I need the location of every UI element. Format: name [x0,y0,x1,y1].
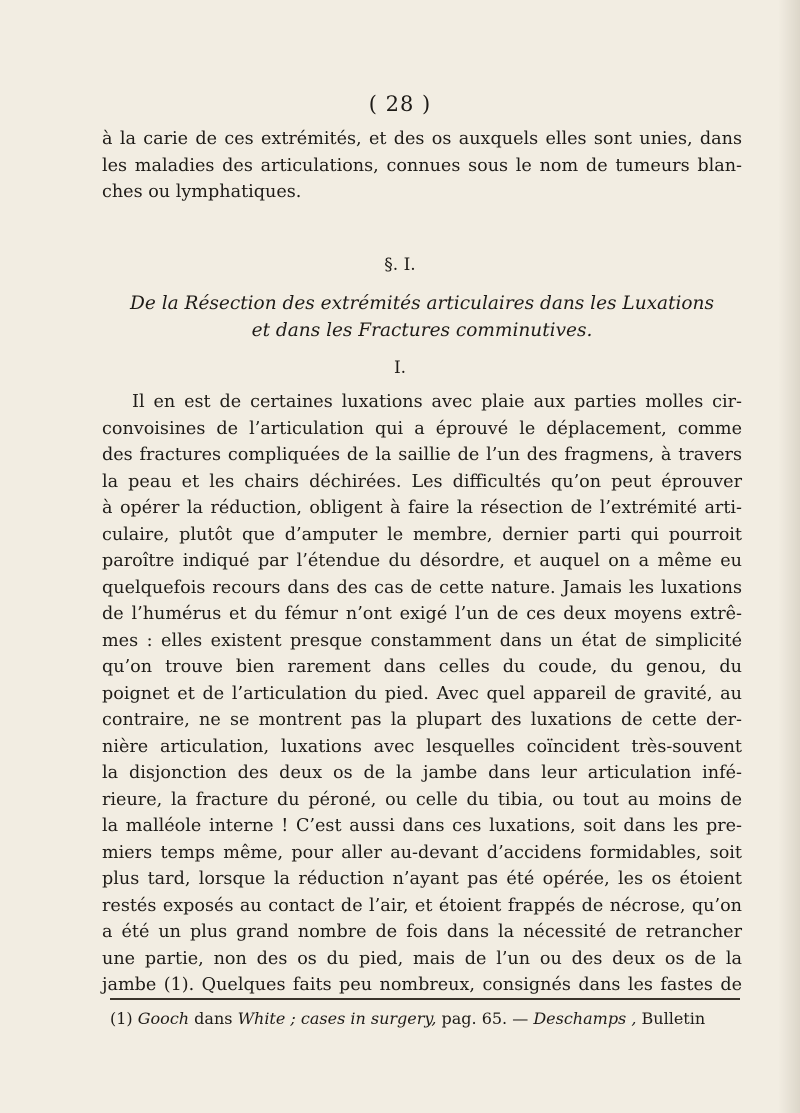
text-line: la peau et les chairs déchirées. Les difficultés qu’on peut éprouver [102,471,742,492]
text-line: paroître indiqué par l’étendue du désordre, et auquel on a même eu [102,551,742,571]
section-title [102,290,742,344]
footnote-text: dans [194,1009,233,1028]
footnote-marker: (1) [110,1009,133,1028]
text-line: de l’humérus et du fémur n’ont exigé l’un de ces deux moyens extrê- [102,604,742,624]
section-title-line: et dans les Fractures comminutives. [251,320,593,341]
footnote-text: Bulletin [641,1009,706,1028]
text-line: plus tard, lorsque la réduction n’ayant pas été opérée, les os étoient [102,869,742,889]
text-line: à opérer la réduction, obligent à faire la résection de l’extrémité arti- [102,498,742,518]
footnote-page: pag. 65. — [441,1009,529,1028]
section-title-line: De la Résection des extrémités articulaires dans les Luxations [130,293,714,314]
page-edge-shadow [778,0,800,1113]
text-line: miers temps même, pour aller au-devant d’accidens formidables, soit [102,842,742,863]
text-line: une partie, non des os du pied, mais de l’un ou des deux os de la [102,948,742,969]
text-line: mes : elles existent presque constamment dans un état de simplicité [102,630,742,651]
text-line: restés exposés au contact de l’air, et étoient frappés de nécrose, qu’on [102,895,742,916]
section-mark: §. I. [384,255,416,275]
text-line: nière articulation, luxations avec lesquelles coïncident très-souvent [102,736,742,757]
footnote [110,1008,750,1030]
text-line: quelquefois recours dans des cas de cette nature. Jamais les luxations [102,577,742,598]
text-line: les maladies des articulations, connues sous le nom de tumeurs blan- [102,155,742,176]
text-line: Il en est de certaines luxations avec plaie aux parties molles cir- [132,392,742,412]
text-line: poignet et de l’articulation du pied. Avec quel appareil de gravité, au [102,683,742,704]
text-line: rieure, la fracture du péroné, ou celle du tibia, ou tout au moins de [102,789,742,810]
text-line: des fractures compliquées de la saillie de l’un des fragmens, à travers [102,445,742,465]
text-line: la malléole interne ! C’est aussi dans ces luxations, soit dans les pre- [102,816,742,836]
text-line: jambe (1). Quelques faits peu nombreux, consignés dans les fastes de [102,975,742,995]
text-line: culaire, plutôt que d’amputer le membre, dernier parti qui pourroit [102,524,742,545]
text-line: a été un plus grand nombre de fois dans la nécessité de retrancher [102,922,742,942]
text-line: convoisines de l’articulation qui a éprouvé le déplacement, comme [102,418,742,439]
subsection-numeral: I. [393,358,407,378]
text-line: à la carie de ces extrémités, et des os auxquels elles sont unies, dans [102,129,742,149]
text-line: ches ou lymphatiques. [102,182,302,202]
footnote-author: Gooch [137,1009,190,1028]
page-number-header: ( 28 ) [368,92,432,116]
text-line: la disjonction des deux os de la jambe dans leur articulation infé- [102,763,742,783]
footnote-rule [110,998,740,1000]
intro-paragraph [102,126,742,206]
body-paragraph [102,389,742,999]
footnote-work-title: White ; cases in surgery, [237,1009,437,1028]
text-line: contraire, ne se montrent pas la plupart des luxations de cette der- [102,710,742,730]
text-line: qu’on trouve bien rarement dans celles du coude, du genou, du [102,657,742,677]
footnote-author: Deschamps , [533,1009,637,1028]
